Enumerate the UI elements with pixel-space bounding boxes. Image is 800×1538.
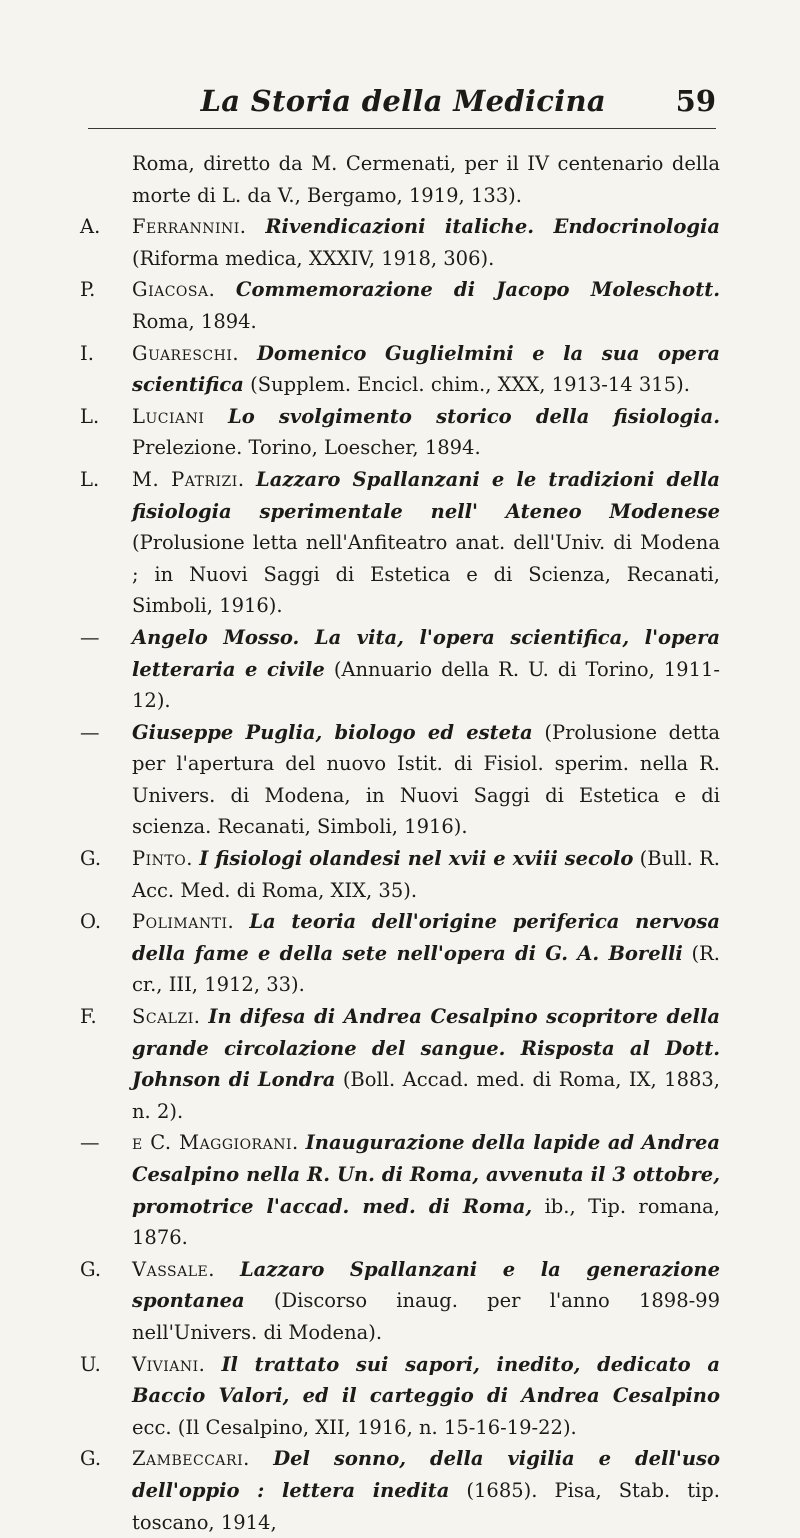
bibliography-entry: [80, 1254, 720, 1349]
entry-initial: G.: [80, 1257, 102, 1281]
entry-text: [132, 338, 720, 401]
bibliography-list: [80, 148, 720, 1538]
entry-details: (Bull. R. Acc. Med. di Roma, XIX, 35).: [132, 847, 721, 902]
entry-text: [132, 906, 720, 1001]
entry-initial: U.: [80, 1352, 101, 1376]
bibliography-entry: [80, 401, 720, 464]
entry-title: Lo svolgimento storico della fisiologia.: [228, 404, 720, 428]
bibliography-entry: [80, 338, 720, 401]
entry-details: (Prolusione letta nell'Anfiteatro anat. dell'Univ. di Modena ; in Nuovi Saggi di Estetica e di Scienza, Recanati, Simboli, 1916).: [132, 531, 720, 618]
entry-initial: P.: [80, 278, 96, 302]
entry-author: Viviani.: [132, 1352, 206, 1376]
entry-text: [132, 401, 720, 464]
page-header: [88, 82, 716, 132]
entry-initial: —: [80, 720, 100, 744]
page-number: 59: [675, 84, 716, 118]
entry-initial: A.: [80, 215, 101, 239]
entry-author: Vassale.: [132, 1257, 215, 1281]
entry-title: Giuseppe Puglia, biologo ed esteta: [132, 720, 533, 744]
running-title: La Storia della Medicina: [200, 84, 606, 118]
entry-details: (Boll. Accad. med. di Roma, IX, 1883, n. 2).: [132, 1068, 720, 1123]
entry-details: (Discorso inaug. per l'anno 1898-99 nell'Univers. di Modena).: [132, 1289, 720, 1344]
entry-text: [132, 717, 720, 843]
bibliography-entry: [80, 1001, 720, 1127]
entry-initial: O.: [80, 910, 102, 934]
entry-initial: L.: [80, 467, 100, 491]
entry-details: ecc. (Il Cesalpino, XII, 1916, n. 15-16-19-22).: [132, 1415, 577, 1439]
entry-details: (Riforma medica, XXXIV, 1918, 306).: [132, 246, 495, 270]
header-rule: [88, 128, 716, 129]
bibliography-entry: [80, 843, 720, 906]
entry-initial: —: [80, 1131, 100, 1155]
entry-text: [132, 211, 720, 274]
entry-initial: G.: [80, 847, 102, 871]
entry-details: (R. cr., III, 1912, 33).: [132, 941, 720, 997]
bibliography-entry: [80, 274, 720, 337]
entry-initial: G.: [80, 1447, 102, 1471]
entry-author: Polimanti.: [132, 910, 235, 934]
entry-title: Domenico Guglielmini e la sua opera scientifica: [132, 341, 720, 397]
entry-initial: F.: [80, 1005, 97, 1029]
entry-title: Del sonno, della vigilia e dell'uso dell'oppio : lettera inedita: [132, 1447, 721, 1502]
entry-details: (Prolusione detta per l'apertura del nuovo Istit. di Fisiol. sperim. nella R. Univers. di Modena, in Nuovi Saggi di Estetica e di scienza. Recanati, Simboli, 1916).: [132, 720, 721, 839]
entry-title: Commemorazione di Jacopo Moleschott.: [235, 278, 720, 302]
bibliography-entry: [80, 464, 720, 622]
entry-text: [132, 1127, 720, 1253]
bibliography-entry: [80, 1443, 720, 1538]
entry-title: Inaugurazione della lapide ad Andrea Cesalpino nella R. Un. di Roma, avvenuta il 3 ottobre, promotrice l'accad. med. di Roma,: [132, 1131, 720, 1218]
entry-title: Rivendicazioni italiche. Endocrinologia: [265, 215, 721, 239]
entry-details: (Supplem. Encicl. chim., XXX, 1913-14 315).: [250, 373, 690, 397]
bibliography-entry: [80, 906, 720, 1001]
entry-title: Il trattato sui sapori, inedito, dedicato a Baccio Valori, ed il carteggio di Andrea Cesalpino: [132, 1352, 720, 1408]
bibliography-entry: [80, 211, 720, 274]
entry-details: Roma, diretto da M. Cermenati, per il IV centenario della morte di L. da V., Bergamo, 1919, 133).: [132, 152, 720, 207]
bibliography-entry: [80, 622, 720, 717]
entry-author: e C. Maggiorani.: [132, 1131, 299, 1155]
bibliography-entry: [80, 148, 720, 211]
entry-text: [132, 1349, 720, 1444]
entry-details: (Annuario della R. U. di Torino, 1911-12).: [132, 657, 720, 713]
entry-text: [132, 274, 720, 337]
entry-title: La teoria dell'origine periferica nervosa della fame e della sete nell'opera di G. A. Borelli: [132, 910, 720, 965]
entry-text: [132, 1001, 720, 1127]
entry-text: [132, 1443, 720, 1538]
entry-author: Guareschi.: [132, 341, 240, 365]
entry-details: Roma, 1894.: [132, 309, 257, 333]
bibliography-entry: [80, 717, 720, 843]
entry-initial: I.: [80, 341, 94, 365]
entry-author: Zambeccari.: [132, 1447, 250, 1471]
entry-initial: L.: [80, 404, 100, 428]
entry-text: [132, 464, 720, 622]
entry-author: Luciani: [132, 404, 205, 428]
entry-text: [132, 1254, 720, 1349]
entry-author: Giacosa.: [132, 278, 216, 302]
entry-title: I fisiologi olandesi nel xvii e xviii secolo: [199, 847, 634, 871]
entry-initial: —: [80, 625, 100, 649]
entry-text: [132, 622, 720, 717]
bibliography-entry: [80, 1127, 720, 1253]
entry-author: Ferrannini.: [132, 215, 247, 239]
entry-details: Prelezione. Torino, Loescher, 1894.: [132, 436, 481, 460]
entry-details: ib., Tip. romana, 1876.: [132, 1194, 720, 1250]
entry-title: Lazzaro Spallanzani e le tradizioni della fisiologia sperimentale nell' Ateneo Modenese: [132, 467, 720, 523]
entry-text: [132, 843, 720, 906]
entry-author: Scalzi.: [132, 1005, 201, 1029]
bibliography-entry: [80, 1349, 720, 1444]
entry-text: [132, 148, 720, 211]
entry-details: (1685). Pisa, Stab. tip. toscano, 1914,: [132, 1478, 720, 1534]
entry-title: Angelo Mosso. La vita, l'opera scientifica, l'opera letteraria e civile: [132, 625, 720, 681]
entry-author: Pinto.: [132, 847, 193, 871]
entry-title: In difesa di Andrea Cesalpino scopritore della grande circolazione del sangue. Risposta al Dott. Johnson di Londra: [132, 1005, 720, 1092]
entry-author: M. Patrizi.: [132, 467, 245, 491]
entry-title: Lazzaro Spallanzani e la generazione spontanea: [132, 1257, 720, 1313]
